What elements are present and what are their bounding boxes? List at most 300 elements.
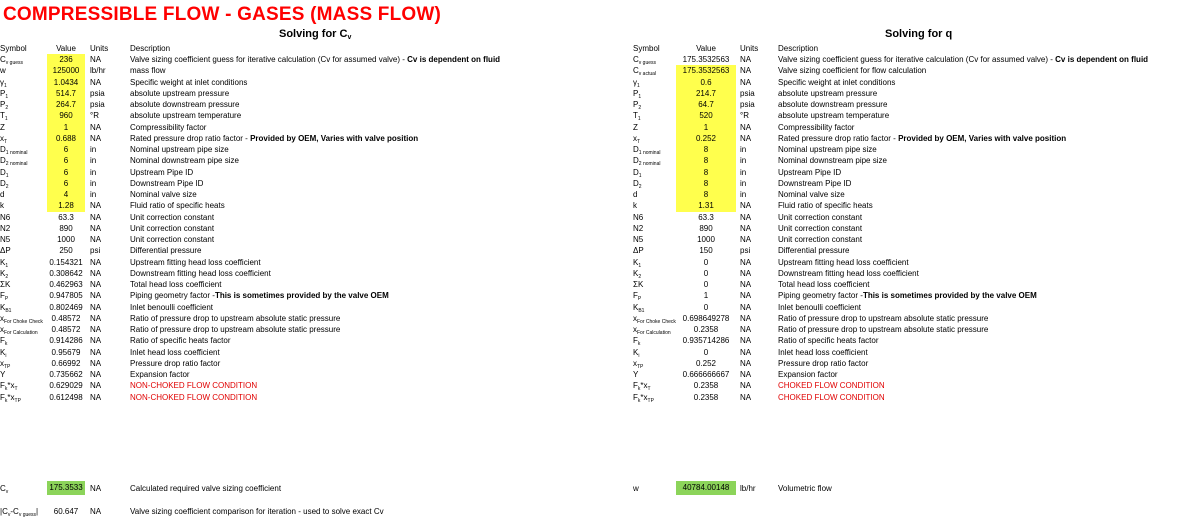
result-description: Volumetric flow bbox=[778, 484, 832, 493]
row-units: NA bbox=[740, 347, 752, 357]
description-text: Rated pressure drop ratio factor - bbox=[130, 133, 251, 143]
left-table-row bbox=[0, 77, 560, 89]
symbol-text: D bbox=[633, 145, 639, 154]
row-symbol bbox=[633, 380, 681, 392]
right-table-row bbox=[633, 122, 1193, 134]
row-description bbox=[130, 155, 239, 167]
row-units: NA bbox=[90, 201, 102, 211]
row-units: NA bbox=[90, 302, 102, 312]
row-description bbox=[130, 347, 220, 359]
row-symbol bbox=[633, 178, 681, 190]
row-value[interactable]: 0.6 bbox=[676, 77, 736, 89]
right-table-row bbox=[633, 110, 1193, 122]
symbol-text: *x bbox=[640, 392, 648, 402]
row-description bbox=[778, 77, 895, 89]
description-text: Specific weight at inlet conditions bbox=[130, 77, 248, 87]
row-symbol bbox=[0, 313, 48, 325]
result-value: 175.3533 bbox=[47, 481, 85, 495]
right-table-row bbox=[633, 155, 1193, 167]
row-description bbox=[130, 77, 247, 89]
symbol-text: k bbox=[633, 201, 637, 211]
row-symbol bbox=[633, 302, 681, 314]
symbol-text: D bbox=[0, 178, 6, 188]
left-table-row bbox=[0, 268, 560, 280]
row-value[interactable]: 1.28 bbox=[47, 200, 85, 212]
row-description bbox=[130, 133, 418, 145]
row-units: in bbox=[740, 145, 747, 154]
symbol-text: P bbox=[0, 88, 6, 98]
left-table-row bbox=[0, 257, 560, 269]
symbol-text: T bbox=[0, 111, 5, 121]
row-value[interactable]: 175.3532563 bbox=[676, 65, 736, 77]
row-value[interactable]: 4 bbox=[47, 189, 85, 201]
row-units: psi bbox=[740, 246, 751, 256]
row-description bbox=[778, 54, 1148, 66]
row-value[interactable]: 8 bbox=[676, 167, 736, 179]
symbol-text: K bbox=[0, 302, 6, 312]
row-units: psi bbox=[90, 246, 101, 256]
description-text: Nominal valve size bbox=[130, 190, 197, 199]
left-table-row bbox=[0, 358, 560, 370]
right-table-row bbox=[633, 178, 1193, 190]
description-text: absolute upstream temperature bbox=[778, 111, 890, 121]
row-value: 0.735662 bbox=[49, 370, 83, 379]
symbol-text: C bbox=[633, 55, 639, 64]
compare-value: 60.647 bbox=[53, 507, 79, 516]
row-value[interactable]: 125000 bbox=[47, 65, 85, 77]
row-description bbox=[130, 110, 241, 122]
row-value: 0.252 bbox=[695, 358, 717, 368]
row-description bbox=[130, 234, 214, 246]
row-units: in bbox=[740, 178, 747, 188]
row-value[interactable]: 8 bbox=[676, 178, 736, 190]
right-table-row bbox=[633, 54, 1193, 66]
row-symbol bbox=[0, 302, 48, 314]
row-symbol bbox=[0, 290, 48, 302]
symbol-subscript: i bbox=[638, 352, 640, 359]
row-value[interactable]: 0.688 bbox=[47, 133, 85, 145]
symbol-subscript: v guess bbox=[638, 60, 657, 66]
row-units: NA bbox=[740, 66, 752, 76]
symbol-text: K bbox=[0, 268, 6, 278]
row-description bbox=[130, 358, 220, 370]
description-text: Unit correction constant bbox=[130, 212, 215, 222]
row-value: 63.3 bbox=[58, 212, 74, 222]
row-symbol bbox=[633, 155, 681, 167]
symbol-subscript: v bbox=[7, 512, 11, 518]
row-units: NA bbox=[90, 257, 102, 267]
symbol-subscript: TP bbox=[637, 363, 644, 370]
row-description bbox=[778, 380, 885, 392]
row-units: NA bbox=[740, 313, 752, 323]
row-symbol bbox=[0, 122, 48, 134]
right-table-row bbox=[633, 369, 1193, 381]
symbol-text: ΔP bbox=[0, 246, 11, 256]
symbol-text: x bbox=[0, 358, 4, 368]
symbol-text: N5 bbox=[0, 235, 11, 244]
row-units: NA bbox=[90, 235, 102, 244]
row-symbol bbox=[0, 77, 48, 89]
row-value[interactable]: 6 bbox=[47, 155, 85, 167]
row-units: NA bbox=[90, 133, 102, 143]
symbol-text: K bbox=[0, 347, 6, 357]
symbol-subscript: 1 bbox=[4, 116, 8, 123]
row-value[interactable]: 520 bbox=[676, 110, 736, 122]
description-text: Unit correction constant bbox=[778, 235, 863, 244]
row-units: NA bbox=[90, 392, 102, 402]
left-table-row bbox=[0, 245, 560, 257]
description-text: Pressure drop ratio factor bbox=[778, 358, 869, 368]
description-emphasis: This is sometimes provided by the valve OEM bbox=[214, 291, 389, 301]
row-symbol bbox=[633, 290, 681, 302]
row-symbol bbox=[633, 392, 681, 404]
right-table-row bbox=[633, 290, 1193, 302]
symbol-text: Z bbox=[0, 122, 5, 132]
row-description bbox=[130, 257, 261, 269]
row-symbol bbox=[633, 189, 681, 201]
row-value: 0.2358 bbox=[693, 381, 719, 391]
left-table-row bbox=[0, 65, 560, 77]
row-value[interactable]: 264.7 bbox=[47, 99, 85, 111]
compare-units: NA bbox=[90, 507, 102, 516]
row-value[interactable]: 214.7 bbox=[676, 88, 736, 100]
symbol-subscript: 2 bbox=[5, 105, 9, 111]
row-value: 0.666666667 bbox=[682, 370, 730, 379]
description-text: absolute upstream pressure bbox=[130, 88, 230, 98]
symbol-text: x bbox=[0, 313, 4, 323]
row-units: in bbox=[740, 156, 747, 166]
description-text: CHOKED FLOW CONDITION bbox=[778, 381, 885, 391]
row-value: 0.629029 bbox=[49, 381, 83, 391]
symbol-text: x bbox=[633, 358, 637, 368]
description-text: Piping geometry factor - bbox=[778, 291, 863, 301]
row-symbol bbox=[633, 99, 681, 111]
row-value[interactable]: 8 bbox=[676, 155, 736, 167]
row-value: 1000 bbox=[697, 235, 715, 244]
symbol-text: d bbox=[633, 190, 638, 199]
row-description bbox=[130, 223, 214, 235]
row-value: 0.612498 bbox=[49, 392, 83, 402]
right-section-title-text: Solving for q bbox=[885, 28, 953, 40]
description-text: Expansion factor bbox=[130, 370, 190, 379]
symbol-subscript: T bbox=[637, 138, 641, 145]
result-symbol bbox=[633, 483, 681, 495]
row-value: 0.48572 bbox=[51, 313, 81, 323]
right-table-row bbox=[633, 347, 1193, 359]
row-value[interactable]: 960 bbox=[47, 110, 85, 122]
row-units: NA bbox=[740, 122, 752, 132]
row-value[interactable]: 64.7 bbox=[676, 99, 736, 111]
row-units: °R bbox=[90, 111, 99, 121]
left-table-row bbox=[0, 178, 560, 190]
symbol-text: K bbox=[633, 268, 639, 278]
row-description bbox=[130, 392, 257, 404]
right-table-row bbox=[633, 133, 1193, 145]
row-value: 175.3532563 bbox=[682, 55, 730, 64]
symbol-text: K bbox=[633, 347, 639, 357]
description-text: Unit correction constant bbox=[778, 212, 863, 222]
symbol-text: x bbox=[0, 133, 4, 143]
symbol-text: x bbox=[0, 325, 4, 334]
header-value: Value bbox=[56, 44, 76, 53]
symbol-subscript: P bbox=[637, 296, 642, 303]
row-symbol bbox=[0, 358, 48, 370]
description-text: Inlet benoulli coefficient bbox=[778, 302, 862, 312]
description-text: Downstream Pipe ID bbox=[130, 178, 204, 188]
row-value[interactable]: 514.7 bbox=[47, 88, 85, 100]
description-text: Valve sizing coefficient guess for iterative calculation (Cv for assumed valve) - bbox=[778, 55, 1056, 64]
compare-symbol bbox=[0, 506, 48, 518]
symbol-subscript: v guess bbox=[5, 60, 24, 66]
row-symbol bbox=[633, 54, 681, 66]
description-text: Valve sizing coefficient for flow calculation bbox=[778, 66, 927, 76]
row-description bbox=[130, 313, 340, 325]
row-symbol bbox=[633, 245, 681, 257]
row-description bbox=[130, 88, 229, 100]
row-units: NA bbox=[740, 381, 752, 391]
left-table-row bbox=[0, 347, 560, 359]
left-table-row bbox=[0, 234, 560, 246]
header-value: Value bbox=[696, 44, 716, 53]
description-text: absolute upstream pressure bbox=[778, 88, 878, 98]
page-title: COMPRESSIBLE FLOW - GASES (MASS FLOW) bbox=[3, 4, 442, 25]
row-units: NA bbox=[740, 370, 752, 379]
row-description bbox=[778, 88, 877, 100]
result-units: NA bbox=[90, 484, 102, 493]
right-table-row bbox=[633, 144, 1193, 156]
symbol-subscript: T bbox=[647, 386, 651, 393]
description-text: Nominal valve size bbox=[778, 190, 845, 199]
row-units: NA bbox=[90, 268, 102, 278]
row-value: 0 bbox=[703, 280, 709, 289]
row-units: NA bbox=[740, 133, 752, 143]
row-units: in bbox=[90, 178, 97, 188]
symbol-text: F bbox=[633, 381, 638, 391]
description-text: NON-CHOKED FLOW CONDITION bbox=[130, 392, 258, 402]
result-units: lb/hr bbox=[740, 484, 756, 493]
row-units: psia bbox=[740, 88, 755, 98]
row-description bbox=[130, 65, 166, 77]
description-text: Inlet head loss coefficient bbox=[778, 347, 868, 357]
row-units: in bbox=[90, 156, 97, 166]
symbol-text: x bbox=[633, 133, 637, 143]
row-description bbox=[778, 167, 841, 179]
symbol-text: k bbox=[0, 201, 4, 211]
row-description bbox=[778, 245, 849, 257]
row-value[interactable]: 0.252 bbox=[676, 133, 736, 145]
symbol-subscript: TP bbox=[4, 363, 11, 370]
symbol-subscript: 1 bbox=[5, 93, 9, 100]
description-text: Ratio of pressure drop to upstream absolute static pressure bbox=[778, 325, 989, 334]
symbol-subscript: 1 nominal bbox=[5, 150, 28, 156]
row-symbol bbox=[0, 212, 48, 224]
symbol-text: x bbox=[633, 325, 637, 334]
row-units: NA bbox=[740, 212, 752, 222]
symbol-subscript: 1 bbox=[4, 82, 7, 89]
symbol-text: w bbox=[633, 484, 639, 493]
row-value: 0 bbox=[703, 257, 709, 267]
symbol-text: x bbox=[633, 313, 637, 323]
description-text: Unit correction constant bbox=[778, 223, 863, 233]
left-section-title-text: Solving for C bbox=[279, 28, 348, 40]
description-emphasis: Cv is dependent on fluid bbox=[407, 55, 501, 64]
row-value: 0 bbox=[703, 347, 709, 357]
description-text: CHOKED FLOW CONDITION bbox=[778, 392, 885, 402]
row-units: NA bbox=[740, 358, 752, 368]
symbol-subscript: k bbox=[637, 341, 641, 348]
row-symbol bbox=[0, 88, 48, 100]
symbol-subscript: 1 bbox=[638, 172, 642, 179]
row-description bbox=[778, 234, 862, 246]
row-value[interactable]: 1.0434 bbox=[47, 77, 85, 89]
row-description bbox=[778, 268, 919, 280]
description-text: Nominal downstream pipe size bbox=[130, 156, 239, 166]
row-units: NA bbox=[740, 201, 752, 211]
row-symbol bbox=[633, 358, 681, 370]
row-value[interactable]: 1 bbox=[676, 122, 736, 134]
description-text: Upstream Pipe ID bbox=[130, 167, 194, 177]
row-symbol bbox=[0, 347, 48, 359]
right-table-row bbox=[633, 223, 1193, 235]
description-text: Inlet head loss coefficient bbox=[130, 347, 220, 357]
row-units: psia bbox=[740, 100, 755, 109]
right-table-row bbox=[633, 324, 1193, 336]
row-value[interactable]: 1 bbox=[47, 122, 85, 134]
right-table-row bbox=[633, 234, 1193, 246]
row-value: 150 bbox=[699, 246, 713, 256]
description-text: Differential pressure bbox=[130, 246, 202, 256]
symbol-subscript: 2 nominal bbox=[638, 161, 661, 168]
description-text: Unit correction constant bbox=[130, 223, 215, 233]
right-table-row bbox=[633, 279, 1193, 291]
symbol-text: γ bbox=[633, 77, 637, 87]
row-symbol bbox=[0, 178, 48, 190]
result-description: Calculated required valve sizing coefficient bbox=[130, 484, 282, 493]
description-text: Pressure drop ratio factor bbox=[130, 358, 221, 368]
row-description bbox=[778, 313, 988, 325]
row-value: 0 bbox=[703, 268, 709, 278]
row-value[interactable]: 6 bbox=[47, 167, 85, 179]
left-section-title bbox=[279, 28, 351, 40]
row-description bbox=[778, 324, 988, 336]
row-symbol bbox=[0, 167, 48, 179]
symbol-text: D bbox=[0, 145, 6, 154]
right-table-row bbox=[633, 88, 1193, 100]
symbol-subscript: 2 bbox=[638, 183, 642, 190]
symbol-text: Y bbox=[633, 370, 639, 379]
symbol-text: D bbox=[633, 167, 639, 177]
row-units: NA bbox=[740, 336, 752, 346]
description-text: Nominal downstream pipe size bbox=[778, 156, 887, 166]
header-units: Units bbox=[740, 44, 759, 53]
symbol-text: D bbox=[0, 156, 6, 166]
row-value[interactable]: 1.31 bbox=[676, 200, 736, 212]
symbol-subscript: 2 bbox=[5, 273, 9, 280]
row-value: 0 bbox=[703, 302, 709, 312]
right-table-row bbox=[633, 313, 1193, 325]
row-units: NA bbox=[740, 280, 752, 289]
description-text: Fluid ratio of specific heats bbox=[778, 201, 873, 211]
row-symbol bbox=[0, 155, 48, 167]
symbol-text: F bbox=[0, 291, 5, 301]
row-description bbox=[778, 144, 877, 156]
row-symbol bbox=[633, 144, 681, 156]
row-description bbox=[130, 268, 271, 280]
row-units: NA bbox=[90, 122, 102, 132]
description-text: Ratio of pressure drop to upstream absolute static pressure bbox=[778, 313, 989, 323]
row-value[interactable]: 6 bbox=[47, 144, 85, 156]
row-units: NA bbox=[740, 223, 752, 233]
row-units: NA bbox=[90, 336, 102, 346]
row-symbol bbox=[0, 335, 48, 347]
symbol-subscript: 1 bbox=[638, 262, 642, 269]
symbol-text: w bbox=[0, 66, 6, 76]
row-units: NA bbox=[90, 291, 102, 301]
description-text: absolute upstream temperature bbox=[130, 111, 242, 121]
row-description bbox=[778, 302, 861, 314]
row-description bbox=[778, 178, 851, 190]
row-symbol bbox=[633, 369, 681, 381]
row-units: NA bbox=[90, 381, 102, 391]
symbol-text: F bbox=[633, 291, 638, 301]
row-value: 250 bbox=[59, 246, 73, 256]
row-description bbox=[130, 279, 221, 291]
row-symbol bbox=[633, 88, 681, 100]
symbol-text: T bbox=[633, 111, 638, 121]
symbol-text: C bbox=[633, 66, 639, 76]
description-text: Total head loss coefficient bbox=[130, 280, 222, 289]
header-symbol: Symbol bbox=[0, 44, 27, 53]
description-text: Upstream fitting head loss coefficient bbox=[778, 257, 909, 267]
row-description bbox=[778, 223, 862, 235]
symbol-text: ΔP bbox=[633, 246, 644, 256]
row-symbol bbox=[633, 122, 681, 134]
row-description bbox=[130, 99, 239, 111]
description-text: Rated pressure drop ratio factor - bbox=[778, 133, 899, 143]
left-table-row bbox=[0, 99, 560, 111]
symbol-subscript: 1 bbox=[637, 116, 641, 123]
row-value: 0.914286 bbox=[49, 336, 83, 346]
symbol-subscript: B1 bbox=[5, 307, 12, 314]
header-units: Units bbox=[90, 44, 109, 53]
row-value: 890 bbox=[59, 223, 73, 233]
symbol-subscript: 1 bbox=[5, 172, 9, 179]
row-value[interactable]: 8 bbox=[676, 144, 736, 156]
row-description bbox=[778, 212, 862, 224]
right-table-row bbox=[633, 380, 1193, 392]
symbol-subscript: 2 nominal bbox=[5, 161, 28, 168]
left-table-row bbox=[0, 279, 560, 291]
row-description bbox=[778, 369, 838, 381]
symbol-text: d bbox=[0, 190, 5, 199]
left-table-row bbox=[0, 54, 560, 66]
row-value[interactable]: 6 bbox=[47, 178, 85, 190]
compare-description: Valve sizing coefficient comparison for iteration - used to solve exact Cv bbox=[130, 507, 384, 516]
row-units: NA bbox=[740, 257, 752, 267]
symbol-text: *x bbox=[7, 381, 15, 391]
row-value[interactable]: 8 bbox=[676, 189, 736, 201]
row-description bbox=[778, 99, 887, 111]
symbol-text: *x bbox=[640, 381, 648, 391]
description-text: Compressibility factor bbox=[130, 122, 207, 132]
row-value[interactable]: 236 bbox=[47, 54, 85, 66]
row-value: 0.95679 bbox=[51, 347, 81, 357]
symbol-subscript: i bbox=[5, 352, 7, 359]
row-symbol bbox=[633, 200, 681, 212]
left-table-row bbox=[0, 200, 560, 212]
row-value: 0.48572 bbox=[51, 325, 81, 334]
row-symbol bbox=[633, 335, 681, 347]
